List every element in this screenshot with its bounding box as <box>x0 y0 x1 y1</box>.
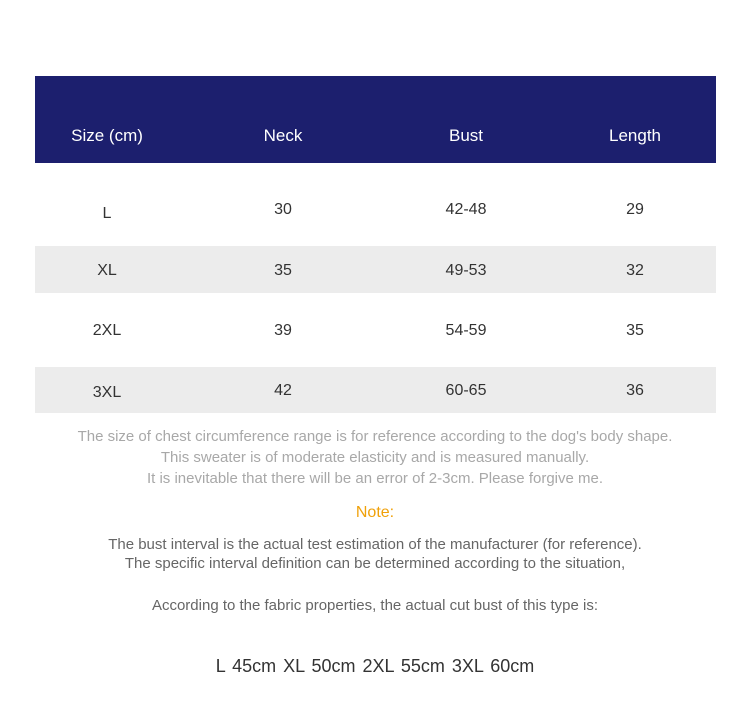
cell-length: 32 <box>626 262 644 279</box>
header-bust: Bust <box>448 126 484 145</box>
cell-length: 36 <box>626 382 644 399</box>
header-size: Size (cm) <box>71 126 143 145</box>
cell-bust: 49-53 <box>445 262 487 279</box>
disclaimer-line: This sweater is of moderate elasticity and is measured manually. <box>160 449 590 466</box>
cell-length: 29 <box>626 201 644 218</box>
table-header <box>35 76 716 163</box>
cell-bust: 60-65 <box>445 382 487 399</box>
table-row <box>35 367 716 413</box>
size-table <box>35 76 716 413</box>
cell-size: XL <box>97 262 117 279</box>
header-length: Length <box>609 126 661 145</box>
header-neck: Neck <box>263 126 303 145</box>
table-row <box>35 246 716 293</box>
note-line: The specific interval definition can be determined according to the situation, <box>124 555 626 572</box>
cell-neck: 35 <box>274 262 292 279</box>
table-row <box>35 163 716 246</box>
cell-size: 2XL <box>92 322 122 339</box>
cell-size: 3XL <box>92 384 122 401</box>
cut-sizes: L 45cm XL 50cm 2XL 55cm 3XL 60cm <box>215 656 535 676</box>
disclaimer-line: It is inevitable that there will be an error of 2-3cm. Please forgive me. <box>146 470 604 487</box>
cell-neck: 42 <box>274 382 292 399</box>
disclaimer-line: The size of chest circumference range is for reference according to the dog's body shape. <box>77 428 673 445</box>
note-line: The bust interval is the actual test estimation of the manufacturer (for reference). <box>108 536 642 553</box>
cell-bust: 54-59 <box>445 322 487 339</box>
cell-bust: 42-48 <box>445 201 487 218</box>
note-title: Note: <box>355 504 395 521</box>
cell-neck: 39 <box>274 322 292 339</box>
cell-neck: 30 <box>274 201 292 218</box>
disclaimer-block <box>0 426 750 489</box>
cell-length: 35 <box>626 322 644 339</box>
cell-size: L <box>102 205 112 222</box>
fabric-text: According to the fabric properties, the actual cut bust of this type is: <box>151 597 599 614</box>
note-block <box>0 535 750 573</box>
table-row <box>35 293 716 367</box>
